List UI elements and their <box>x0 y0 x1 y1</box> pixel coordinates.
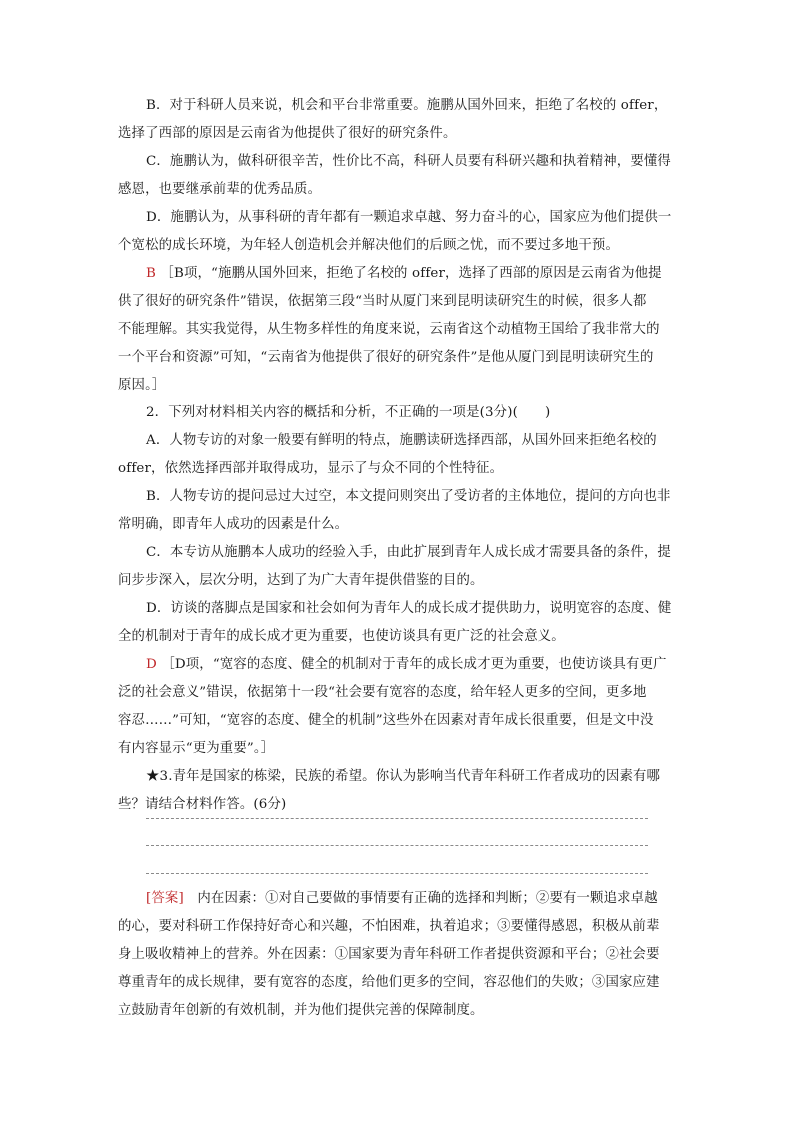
answer-2-letter: D <box>146 657 157 672</box>
question-3-line-2: 些？请结合材料作答。(6分) <box>118 797 287 812</box>
answer-2-line-3: 容忍……”可知，“宽容的态度、健全的机制”这些外在因素对青年成长很重要，但是文中没 <box>118 713 654 728</box>
q2-option-c-line-2: 问步步深入，层次分明，达到了为广大青年提供借鉴的目的。 <box>118 573 484 588</box>
answer-1-line-3: 不能理解。其实我觉得，从生物多样性的角度来说，云南省这个动植物王国给了我非常大的 <box>118 322 660 337</box>
answer-1-line-1 <box>146 265 662 283</box>
option-c-line-1: C．施鹏认为，做科研很辛苦，性价比不高，科研人员要有科研兴趣和执着精神，要懂得 <box>146 154 671 169</box>
answer-3-text: 内在因素：①对自己要做的事情要有正确的选择和判断；②要有一颗追求卓越 <box>183 891 658 906</box>
option-b-line-1: B．对于科研人员来说，机会和平台非常重要。施鹏从国外回来，拒绝了名校的 offer， <box>146 98 668 113</box>
answer-1-line-2: 供了很好的研究条件”错误，依据第三段“当时从厦门来到昆明读研究生的时候，很多人都 <box>118 294 647 309</box>
option-b-line-2: 选择了西部的原因是云南省为他提供了很好的研究条件。 <box>118 126 457 141</box>
answer-1-line-4: 一个平台和资源”可知，“云南省为他提供了很好的研究条件”是他从厦门到昆明读研究生的 <box>118 350 654 365</box>
option-d-line-2: 个宽松的成长环境，为年轻人创造机会并解决他们的后顾之忧，而不要过多地干预。 <box>118 238 620 253</box>
answer-1-line-5: 原因。］ <box>118 378 166 393</box>
answer-2-line-1 <box>146 656 667 674</box>
answer-2-line-4: 有内容显示“更为重要”。］ <box>118 741 275 756</box>
q2-option-b-line-2: 常明确，即青年人成功的因素是什么。 <box>118 517 349 532</box>
q2-option-a-line-2: offer，依然选择西部并取得成功，显示了与众不同的个性特征。 <box>118 461 504 476</box>
option-c-line-2: 感恩，也要继承前辈的优秀品质。 <box>118 182 322 197</box>
answer-3-line-5: 立鼓励青年创新的有效机制，并为他们提供完善的保障制度。 <box>118 1003 484 1018</box>
answer-blank-line-3[interactable] <box>146 873 648 874</box>
answer-3-line-1 <box>146 890 656 908</box>
question-2-stem: 2．下列对材料相关内容的概括和分析，不正确的一项是(3分)( ) <box>146 405 551 420</box>
question-3-line-1: ★3.青年是国家的栋梁，民族的希望。你认为影响当代青年科研工作者成功的因素有哪 <box>146 769 661 784</box>
q2-option-c-line-1: C．本专访从施鹏本人成功的经验入手，由此扩展到青年人成长成才需要具备的条件，提 <box>146 545 671 560</box>
q2-option-b-line-1: B．人物专访的提问忌过大过空，本文提问则突出了受访者的主体地位，提问的方向也非 <box>146 489 671 504</box>
answer-2-text: ［D项，“宽容的态度、健全的机制对于青年的成长成才更为重要，也使访谈具有更广 <box>161 657 667 672</box>
answer-1-text: ［B项，“施鹏从国外回来，拒绝了名校的 offer，选择了西部的原因是云南省为他提 <box>160 266 662 281</box>
answer-blank-line-2[interactable] <box>146 845 648 846</box>
answer-blank-line-1[interactable] <box>146 818 648 819</box>
answer-3-label: [答案] <box>146 891 184 906</box>
option-d-line-1: D．施鹏认为，从事科研的青年都有一颗追求卓越、努力奋斗的心，国家应为他们提供一 <box>146 210 672 225</box>
answer-2-line-2: 泛的社会意义”错误，依据第十一段“社会要有宽容的态度，给年轻人更多的空间，更多地 <box>118 685 647 700</box>
q2-option-a-line-1: A．人物专访的对象一般要有鲜明的特点，施鹏读研选择西部，从国外回来拒绝名校的 <box>146 433 657 448</box>
q2-option-d-line-1: D．访谈的落脚点是国家和社会如何为青年人的成长成才提供助力，说明宽容的态度、健 <box>146 601 672 616</box>
answer-3-line-3: 身上吸收精神上的营养。外在因素：①国家要为青年科研工作者提供资源和平台；②社会要 <box>118 947 660 962</box>
answer-3-line-4: 尊重青年的成长规律，要有宽容的态度，给他们更多的空间，容忍他们的失败；③国家应建 <box>118 975 660 990</box>
q2-option-d-line-2: 全的机制对于青年的成长成才更为重要，也使访谈具有更广泛的社会意义。 <box>118 629 565 644</box>
answer-3-line-2: 的心，要对科研工作保持好奇心和兴趣，不怕困难，执着追求；③要懂得感恩，积极从前辈 <box>118 919 660 934</box>
answer-1-letter: B <box>146 266 156 281</box>
